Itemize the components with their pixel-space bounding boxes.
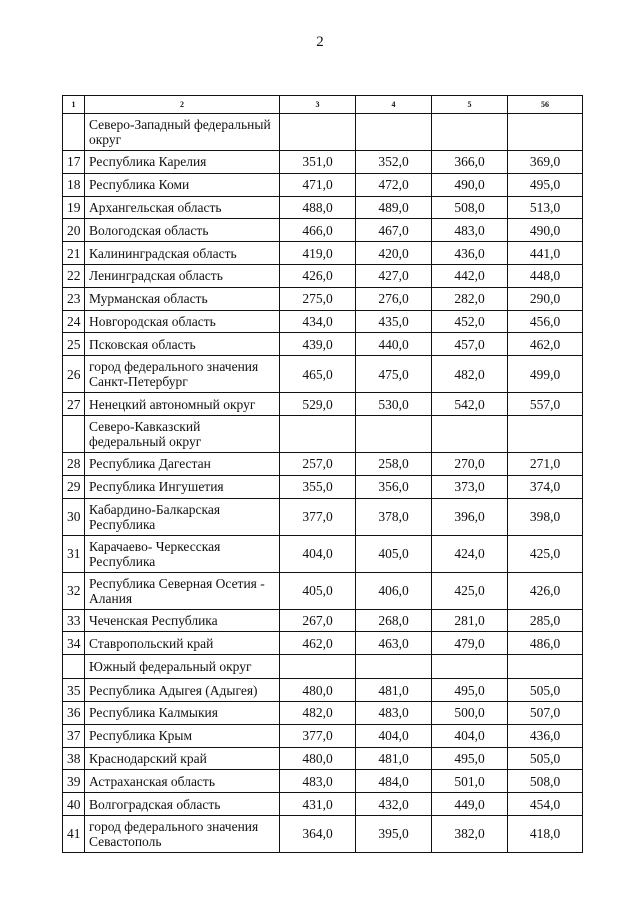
region-name: Республика Коми [85,173,280,196]
value-cell-col6: 462,0 [508,333,583,356]
region-name: Ставропольский край [85,632,280,655]
district-name: Южный федеральный округ [85,655,280,679]
table-row [63,535,583,572]
value-cell-col4: 481,0 [356,747,432,770]
row-number: 20 [63,219,85,242]
region-name: Республика Калмыкия [85,701,280,724]
value-cell-col3: 364,0 [280,815,356,852]
value-cell-col4: 404,0 [356,724,432,747]
value-cell-col4: 475,0 [356,356,432,393]
value-cell-col3: 482,0 [280,701,356,724]
value-cell-col6: 505,0 [508,747,583,770]
value-cell-col3: 431,0 [280,793,356,816]
value-cell-col6: 490,0 [508,219,583,242]
value-cell-col4: 378,0 [356,498,432,535]
empty-cell [432,415,508,452]
row-number: 36 [63,701,85,724]
table-row [63,609,583,632]
value-cell-col4: 489,0 [356,196,432,219]
row-number: 38 [63,747,85,770]
region-name: Калининградская область [85,242,280,265]
row-number: 23 [63,287,85,310]
region-name: Кабардино-Балкарская Республика [85,498,280,535]
value-cell-col3: 377,0 [280,724,356,747]
table-row [63,770,583,793]
value-cell-col3: 419,0 [280,242,356,265]
row-number: 35 [63,679,85,702]
value-cell-col3: 275,0 [280,287,356,310]
region-name: Краснодарский край [85,747,280,770]
value-cell-col3: 480,0 [280,747,356,770]
table-row [63,632,583,655]
value-cell-col3: 426,0 [280,264,356,287]
value-cell-col6: 374,0 [508,475,583,498]
row-number: 17 [63,151,85,174]
row-number: 28 [63,452,85,475]
table-row [63,287,583,310]
region-name: Ненецкий автономный округ [85,393,280,416]
value-cell-col4: 427,0 [356,264,432,287]
region-name: Астраханская область [85,770,280,793]
row-number: 32 [63,572,85,609]
value-cell-col6: 508,0 [508,770,583,793]
value-cell-col3: 355,0 [280,475,356,498]
value-cell-col6: 557,0 [508,393,583,416]
page-number: 2 [316,34,324,50]
value-cell-col4: 467,0 [356,219,432,242]
value-cell-col3: 404,0 [280,535,356,572]
value-cell-col5: 382,0 [432,815,508,852]
table-row [63,701,583,724]
value-cell-col3: 434,0 [280,310,356,333]
value-cell-col5: 270,0 [432,452,508,475]
empty-cell [508,415,583,452]
value-cell-col4: 395,0 [356,815,432,852]
row-number: 34 [63,632,85,655]
empty-cell [432,655,508,679]
empty-cell [432,114,508,151]
value-cell-col6: 290,0 [508,287,583,310]
table-row [63,219,583,242]
value-cell-col5: 404,0 [432,724,508,747]
header-cell-3: 3 [280,96,356,114]
value-cell-col6: 436,0 [508,724,583,747]
row-number: 18 [63,173,85,196]
value-cell-col4: 481,0 [356,679,432,702]
row-number: 21 [63,242,85,265]
district-row [63,655,583,679]
table-row [63,475,583,498]
district-row [63,415,583,452]
value-cell-col5: 366,0 [432,151,508,174]
region-name: Республика Ингушетия [85,475,280,498]
value-cell-col4: 405,0 [356,535,432,572]
header-cell-5: 5 [432,96,508,114]
empty-cell [356,655,432,679]
empty-cell [508,655,583,679]
value-cell-col4: 356,0 [356,475,432,498]
value-cell-col3: 480,0 [280,679,356,702]
region-name: Карачаево- Черкесская Республика [85,535,280,572]
row-number: 25 [63,333,85,356]
value-cell-col3: 377,0 [280,498,356,535]
value-cell-col6: 271,0 [508,452,583,475]
value-cell-col4: 472,0 [356,173,432,196]
value-cell-col5: 542,0 [432,393,508,416]
row-number: 19 [63,196,85,219]
value-cell-col3: 439,0 [280,333,356,356]
region-name: Республика Северная Осетия - Алания [85,572,280,609]
row-number: 41 [63,815,85,852]
value-cell-col4: 420,0 [356,242,432,265]
value-cell-col5: 495,0 [432,679,508,702]
row-number [63,415,85,452]
region-name: Архангельская область [85,196,280,219]
value-cell-col5: 282,0 [432,287,508,310]
table-row [63,679,583,702]
row-number: 40 [63,793,85,816]
row-number: 31 [63,535,85,572]
header-cell-6: 56 [508,96,583,114]
region-name: Волгоградская область [85,793,280,816]
table-row [63,393,583,416]
table-body [63,114,583,853]
value-cell-col5: 449,0 [432,793,508,816]
row-number: 37 [63,724,85,747]
value-cell-col6: 454,0 [508,793,583,816]
value-cell-col6: 441,0 [508,242,583,265]
row-number: 22 [63,264,85,287]
value-cell-col3: 257,0 [280,452,356,475]
table-row [63,452,583,475]
value-cell-col4: 432,0 [356,793,432,816]
table-row [63,793,583,816]
value-cell-col5: 479,0 [432,632,508,655]
table-row [63,310,583,333]
region-name: Новгородская область [85,310,280,333]
region-name: Республика Адыгея (Адыгея) [85,679,280,702]
row-number: 39 [63,770,85,793]
value-cell-col4: 440,0 [356,333,432,356]
region-name: Вологодская область [85,219,280,242]
empty-cell [280,114,356,151]
table-row [63,498,583,535]
empty-cell [280,415,356,452]
table-row [63,572,583,609]
value-cell-col6: 495,0 [508,173,583,196]
value-cell-col5: 436,0 [432,242,508,265]
value-cell-col6: 426,0 [508,572,583,609]
value-cell-col3: 529,0 [280,393,356,416]
empty-cell [356,415,432,452]
region-name: город федерального значения Севастополь [85,815,280,852]
value-cell-col5: 483,0 [432,219,508,242]
value-cell-col3: 471,0 [280,173,356,196]
table-row [63,747,583,770]
header-cell-1: 1 [63,96,85,114]
region-name: город федерального значения Санкт-Петербург [85,356,280,393]
value-cell-col3: 483,0 [280,770,356,793]
header-cell-2: 2 [85,96,280,114]
value-cell-col4: 484,0 [356,770,432,793]
value-cell-col5: 490,0 [432,173,508,196]
header-cell-4: 4 [356,96,432,114]
value-cell-col4: 258,0 [356,452,432,475]
value-cell-col6: 507,0 [508,701,583,724]
value-cell-col4: 406,0 [356,572,432,609]
table-row [63,173,583,196]
value-cell-col5: 482,0 [432,356,508,393]
table-row [63,356,583,393]
value-cell-col4: 435,0 [356,310,432,333]
value-cell-col6: 425,0 [508,535,583,572]
region-name: Псковская область [85,333,280,356]
value-cell-col5: 281,0 [432,609,508,632]
region-name: Мурманская область [85,287,280,310]
value-cell-col6: 456,0 [508,310,583,333]
table-header-row [63,96,583,114]
value-cell-col3: 465,0 [280,356,356,393]
district-row [63,114,583,151]
empty-cell [356,114,432,151]
value-cell-col6: 369,0 [508,151,583,174]
regions-table [62,95,583,853]
region-name: Республика Карелия [85,151,280,174]
value-cell-col5: 457,0 [432,333,508,356]
value-cell-col3: 405,0 [280,572,356,609]
district-name: Северо-Кавказский федеральный округ [85,415,280,452]
value-cell-col4: 276,0 [356,287,432,310]
table-row [63,815,583,852]
value-cell-col3: 466,0 [280,219,356,242]
region-name: Чеченская Республика [85,609,280,632]
value-cell-col5: 425,0 [432,572,508,609]
row-number: 33 [63,609,85,632]
region-name: Республика Крым [85,724,280,747]
value-cell-col3: 267,0 [280,609,356,632]
row-number: 26 [63,356,85,393]
row-number [63,114,85,151]
value-cell-col5: 500,0 [432,701,508,724]
value-cell-col5: 452,0 [432,310,508,333]
table-row [63,333,583,356]
value-cell-col3: 351,0 [280,151,356,174]
row-number: 27 [63,393,85,416]
value-cell-col6: 448,0 [508,264,583,287]
region-name: Республика Дагестан [85,452,280,475]
table-row [63,196,583,219]
empty-cell [280,655,356,679]
value-cell-col4: 483,0 [356,701,432,724]
district-name: Северо-Западный федеральный округ [85,114,280,151]
table-row [63,264,583,287]
value-cell-col6: 505,0 [508,679,583,702]
value-cell-col5: 501,0 [432,770,508,793]
region-name: Ленинградская область [85,264,280,287]
value-cell-col4: 463,0 [356,632,432,655]
value-cell-col5: 508,0 [432,196,508,219]
value-cell-col5: 424,0 [432,535,508,572]
table-row [63,724,583,747]
value-cell-col4: 268,0 [356,609,432,632]
value-cell-col6: 513,0 [508,196,583,219]
table-row [63,151,583,174]
value-cell-col5: 495,0 [432,747,508,770]
value-cell-col4: 352,0 [356,151,432,174]
value-cell-col6: 398,0 [508,498,583,535]
value-cell-col4: 530,0 [356,393,432,416]
value-cell-col6: 418,0 [508,815,583,852]
value-cell-col5: 396,0 [432,498,508,535]
empty-cell [508,114,583,151]
value-cell-col5: 442,0 [432,264,508,287]
row-number [63,655,85,679]
value-cell-col6: 499,0 [508,356,583,393]
row-number: 29 [63,475,85,498]
value-cell-col3: 462,0 [280,632,356,655]
value-cell-col6: 486,0 [508,632,583,655]
value-cell-col5: 373,0 [432,475,508,498]
table-row [63,242,583,265]
row-number: 24 [63,310,85,333]
value-cell-col3: 488,0 [280,196,356,219]
value-cell-col6: 285,0 [508,609,583,632]
row-number: 30 [63,498,85,535]
